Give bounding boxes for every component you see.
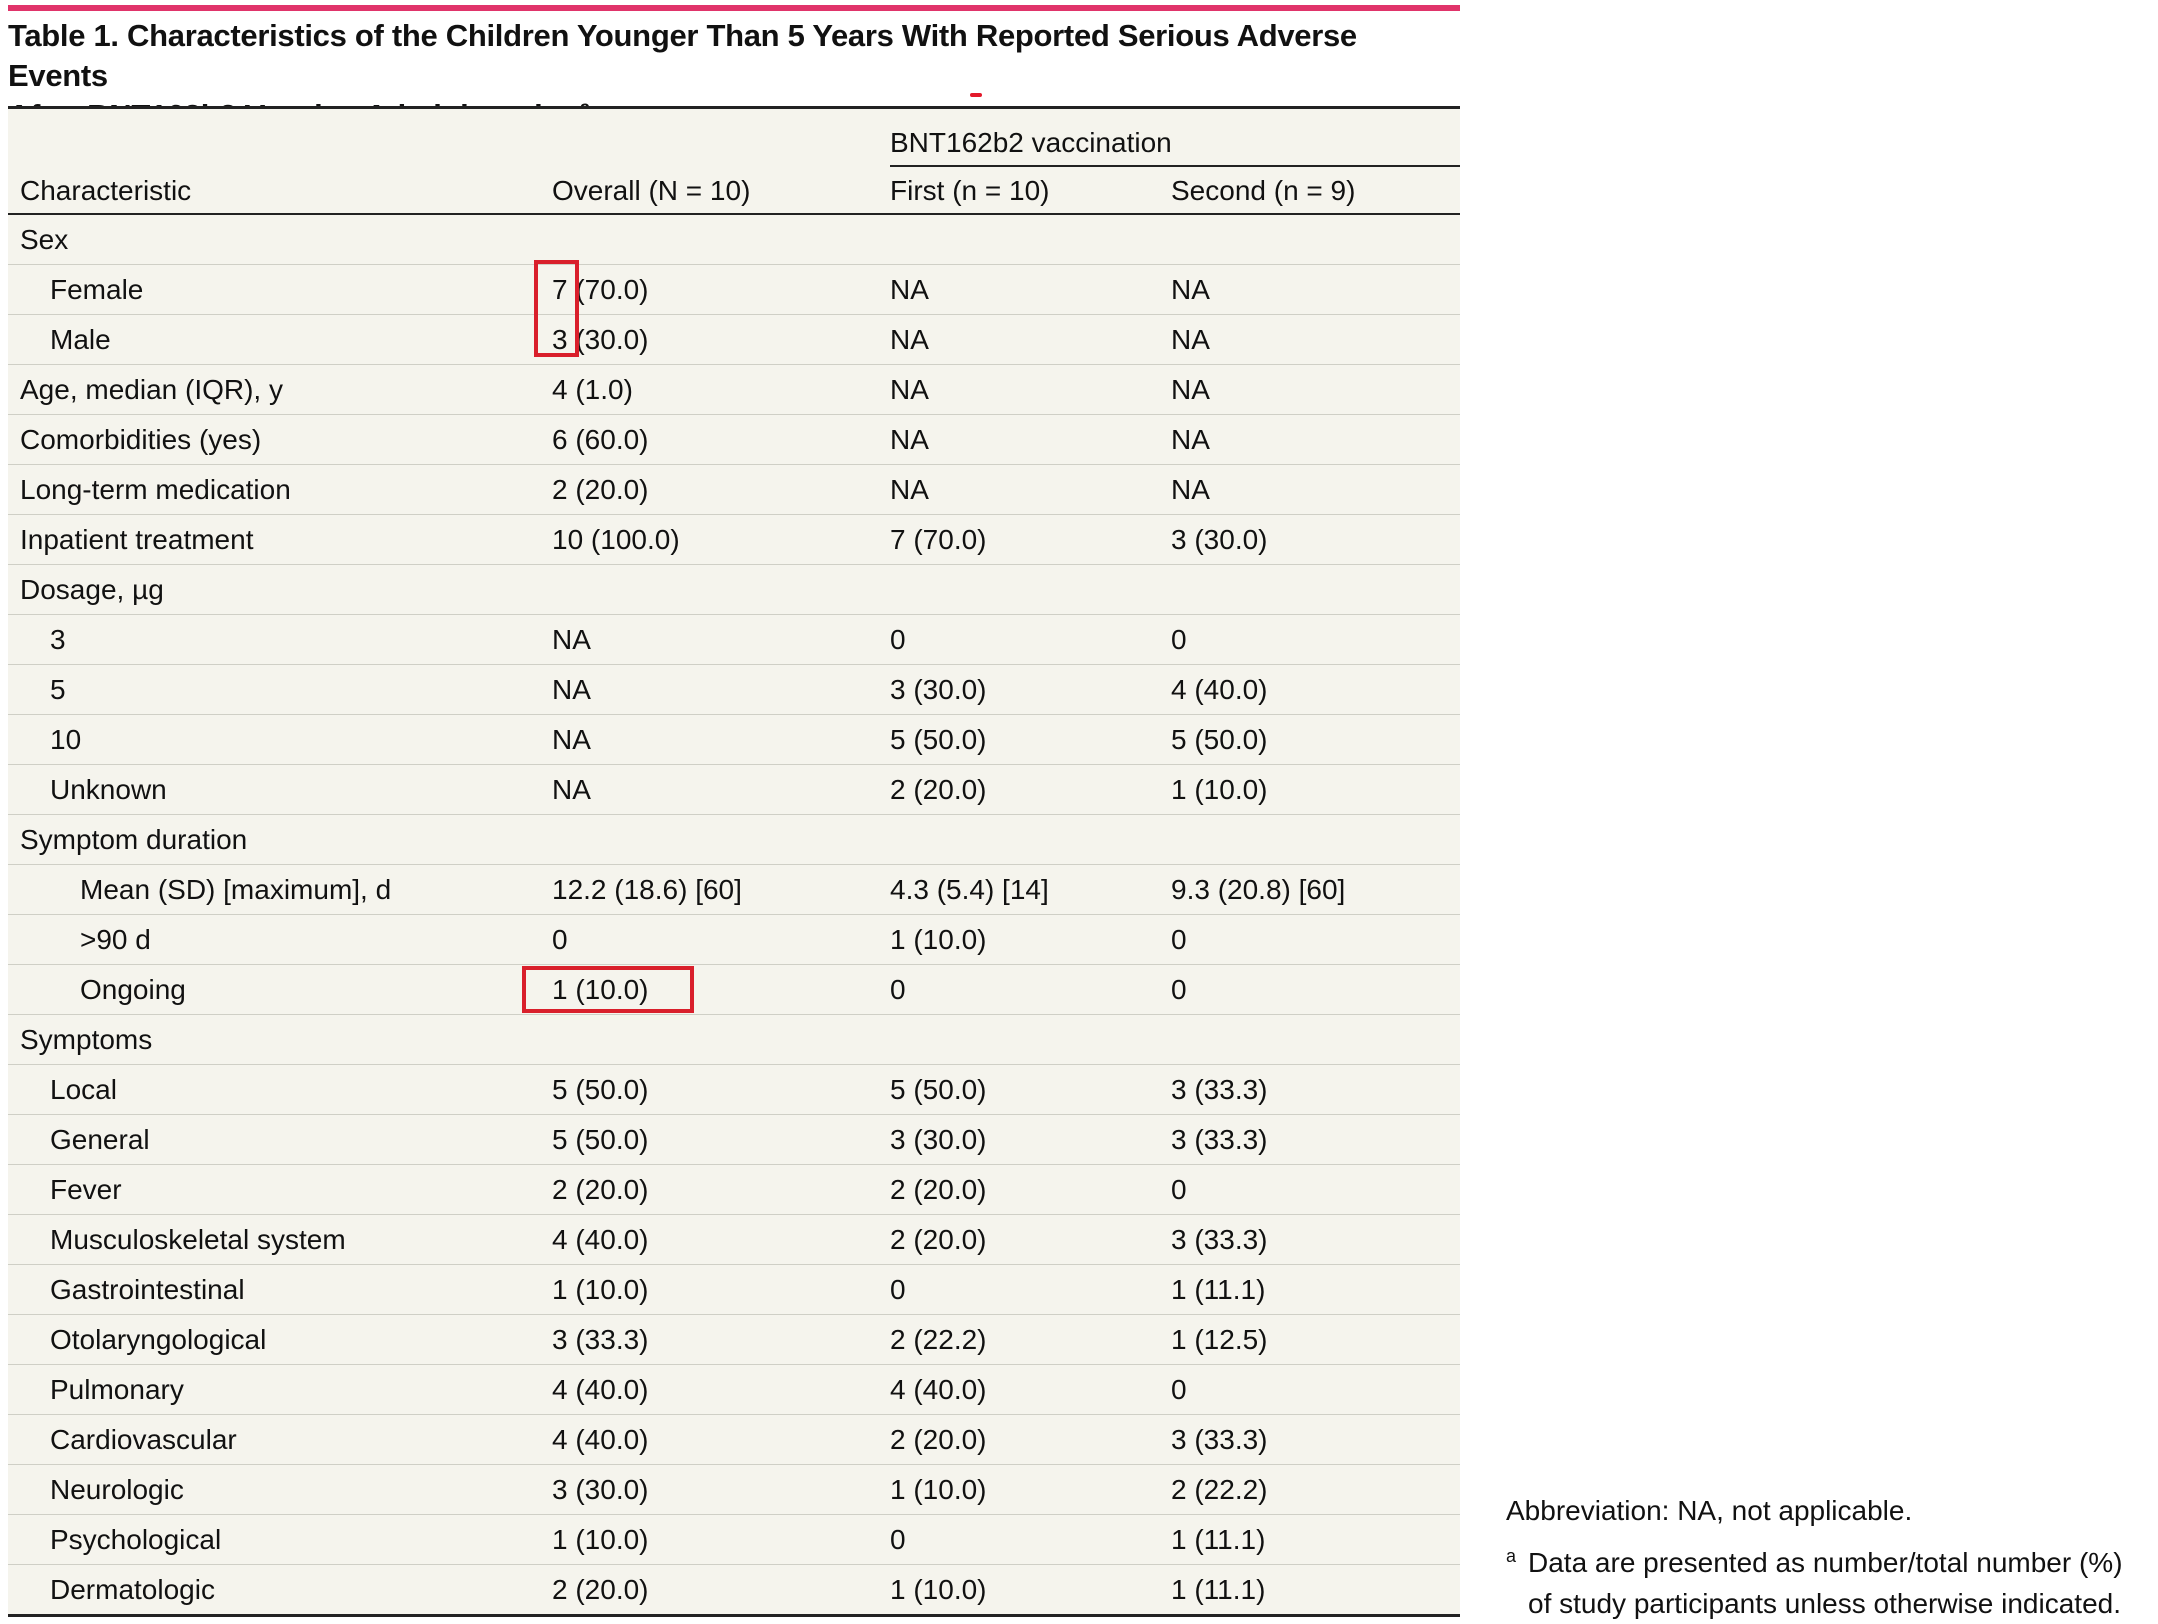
table-row bbox=[8, 1414, 1460, 1464]
table-row bbox=[8, 264, 1460, 314]
top-accent-rule bbox=[8, 5, 1460, 11]
highlight-box-sex-counts bbox=[534, 260, 579, 357]
table-row bbox=[8, 1114, 1460, 1164]
first-dose-value: 2 (20.0) bbox=[890, 1224, 987, 1255]
table-row bbox=[8, 614, 1460, 664]
second-dose-value: 3 (30.0) bbox=[1171, 524, 1268, 555]
first-dose-value: 0 bbox=[890, 624, 906, 655]
first-dose-value: 4.3 (5.4) [14] bbox=[890, 874, 1049, 905]
overall-value: 0 bbox=[552, 924, 568, 955]
table-header bbox=[8, 109, 1460, 215]
row-label: Symptom duration bbox=[20, 824, 248, 855]
overall-value: 2 (20.0) bbox=[552, 1574, 649, 1605]
row-label: 3 bbox=[50, 624, 66, 655]
row-label: Age, median (IQR), y bbox=[20, 374, 283, 405]
second-dose-value: 0 bbox=[1171, 924, 1187, 955]
table-row bbox=[8, 964, 1460, 1014]
row-label: Pulmonary bbox=[50, 1374, 184, 1405]
table-row bbox=[8, 464, 1460, 514]
footnote-mark: a bbox=[1506, 1546, 1517, 1566]
table-body bbox=[8, 215, 1460, 1614]
overall-value: 7 (70.0) bbox=[552, 274, 649, 305]
first-dose-value: 2 (20.0) bbox=[890, 1174, 987, 1205]
second-dose-value: 0 bbox=[1171, 624, 1187, 655]
overall-value: 1 (10.0) bbox=[552, 974, 649, 1005]
table-row bbox=[8, 1464, 1460, 1514]
second-dose-value: 1 (12.5) bbox=[1171, 1324, 1268, 1355]
overall-value: 2 (20.0) bbox=[552, 474, 649, 505]
column-header-characteristic: Characteristic bbox=[20, 175, 192, 206]
row-label: Long-term medication bbox=[20, 474, 291, 505]
table-row bbox=[8, 215, 1460, 264]
row-label: Mean (SD) [maximum], d bbox=[80, 874, 392, 905]
first-dose-value: 0 bbox=[890, 1524, 906, 1555]
overall-value: 3 (30.0) bbox=[552, 1474, 649, 1505]
first-dose-value: 1 (10.0) bbox=[890, 1574, 987, 1605]
footnote-a bbox=[1506, 1542, 2146, 1624]
first-dose-value: NA bbox=[890, 474, 929, 505]
second-dose-value: 3 (33.3) bbox=[1171, 1074, 1268, 1105]
overall-value: NA bbox=[552, 774, 591, 805]
overall-value: 12.2 (18.6) [60] bbox=[552, 874, 742, 905]
row-label: Comorbidities (yes) bbox=[20, 424, 262, 455]
first-dose-value: 3 (30.0) bbox=[890, 674, 987, 705]
first-dose-value: 0 bbox=[890, 1274, 906, 1305]
overall-value: 5 (50.0) bbox=[552, 1074, 649, 1105]
abbreviation-note: Abbreviation: NA, not applicable. bbox=[1506, 1495, 1913, 1526]
row-label: Female bbox=[50, 274, 144, 305]
table-row bbox=[8, 564, 1460, 614]
table-row bbox=[8, 514, 1460, 564]
second-dose-value: 9.3 (20.8) [60] bbox=[1171, 874, 1346, 905]
overall-value: 3 (30.0) bbox=[552, 324, 649, 355]
overall-value: NA bbox=[552, 624, 591, 655]
first-dose-value: 0 bbox=[890, 974, 906, 1005]
row-label: Dermatologic bbox=[50, 1574, 215, 1605]
row-label: Inpatient treatment bbox=[20, 524, 254, 555]
second-dose-value: NA bbox=[1171, 424, 1210, 455]
overall-value: 2 (20.0) bbox=[552, 1174, 649, 1205]
row-label: Dosage, µg bbox=[20, 574, 164, 605]
table-row bbox=[8, 664, 1460, 714]
row-label: Local bbox=[50, 1074, 117, 1105]
overall-value: NA bbox=[552, 724, 591, 755]
table-row bbox=[8, 1264, 1460, 1314]
first-dose-value: NA bbox=[890, 374, 929, 405]
title-highlighted-phrase: Reported Serious Adverse Events bbox=[8, 18, 1357, 93]
row-label: >90 d bbox=[80, 924, 151, 955]
first-dose-value: 1 (10.0) bbox=[890, 924, 987, 955]
second-dose-value: 0 bbox=[1171, 1174, 1187, 1205]
characteristics-table bbox=[8, 106, 1460, 1617]
table-row bbox=[8, 1314, 1460, 1364]
second-dose-value: 4 (40.0) bbox=[1171, 674, 1268, 705]
table-row bbox=[8, 1014, 1460, 1064]
table-row bbox=[8, 364, 1460, 414]
row-label: Male bbox=[50, 324, 111, 355]
second-dose-value: 0 bbox=[1171, 1374, 1187, 1405]
second-dose-value: 3 (33.3) bbox=[1171, 1424, 1268, 1455]
overall-value: 4 (40.0) bbox=[552, 1424, 649, 1455]
first-dose-value: NA bbox=[890, 324, 929, 355]
table-row bbox=[8, 314, 1460, 364]
first-dose-value: NA bbox=[890, 274, 929, 305]
table-row bbox=[8, 414, 1460, 464]
table-row bbox=[8, 1214, 1460, 1264]
table-row bbox=[8, 1564, 1460, 1614]
overall-value: 1 (10.0) bbox=[552, 1524, 649, 1555]
row-label: 10 bbox=[50, 724, 82, 755]
overall-value: 4 (1.0) bbox=[552, 374, 633, 405]
first-dose-value: 4 (40.0) bbox=[890, 1374, 987, 1405]
row-label: Cardiovascular bbox=[50, 1424, 237, 1455]
table-row bbox=[8, 914, 1460, 964]
second-dose-value: NA bbox=[1171, 374, 1210, 405]
second-dose-value: 5 (50.0) bbox=[1171, 724, 1268, 755]
footnote-text: Data are presented as number/total number (%) of study participants unless otherwise indicated. bbox=[1528, 1547, 2123, 1619]
first-dose-value: 2 (20.0) bbox=[890, 1424, 987, 1455]
table-row bbox=[8, 814, 1460, 864]
first-dose-value: 3 (30.0) bbox=[890, 1124, 987, 1155]
second-dose-value: 3 (33.3) bbox=[1171, 1224, 1268, 1255]
table-row bbox=[8, 864, 1460, 914]
overall-value: 1 (10.0) bbox=[552, 1274, 649, 1305]
table-row bbox=[8, 1364, 1460, 1414]
row-label: Psychological bbox=[50, 1524, 222, 1555]
column-header-second: Second (n = 9) bbox=[1171, 175, 1356, 206]
second-dose-value: NA bbox=[1171, 474, 1210, 505]
first-dose-value: 1 (10.0) bbox=[890, 1474, 987, 1505]
table-row bbox=[8, 1164, 1460, 1214]
second-dose-value: 2 (22.2) bbox=[1171, 1474, 1268, 1505]
overall-value: 4 (40.0) bbox=[552, 1374, 649, 1405]
row-label: General bbox=[50, 1124, 150, 1155]
first-dose-value: 2 (22.2) bbox=[890, 1324, 987, 1355]
table-row bbox=[8, 764, 1460, 814]
row-label: Gastrointestinal bbox=[50, 1274, 245, 1305]
first-dose-value: 5 (50.0) bbox=[890, 1074, 987, 1105]
second-dose-value: 1 (11.1) bbox=[1171, 1274, 1266, 1305]
second-dose-value: NA bbox=[1171, 274, 1210, 305]
overall-value: 4 (40.0) bbox=[552, 1224, 649, 1255]
first-dose-value: NA bbox=[890, 424, 929, 455]
row-label: Otolaryngological bbox=[50, 1324, 267, 1355]
first-dose-value: 7 (70.0) bbox=[890, 524, 987, 555]
overall-value: 6 (60.0) bbox=[552, 424, 649, 455]
second-dose-value: 1 (11.1) bbox=[1171, 1574, 1266, 1605]
table-notes bbox=[1506, 1490, 2146, 1624]
overall-value: 3 (33.3) bbox=[552, 1324, 649, 1355]
row-label: Sex bbox=[20, 224, 69, 255]
second-dose-value: 1 (11.1) bbox=[1171, 1524, 1266, 1555]
second-dose-value: 1 (10.0) bbox=[1171, 774, 1268, 805]
second-dose-value: 3 (33.3) bbox=[1171, 1124, 1268, 1155]
table-row bbox=[8, 714, 1460, 764]
first-dose-value: 5 (50.0) bbox=[890, 724, 987, 755]
row-label: Musculoskeletal system bbox=[50, 1224, 346, 1255]
column-header-first: First (n = 10) bbox=[890, 175, 1050, 206]
row-label: 5 bbox=[50, 674, 66, 705]
overall-value: NA bbox=[552, 674, 591, 705]
row-label: Fever bbox=[50, 1174, 122, 1205]
second-dose-value: NA bbox=[1171, 324, 1210, 355]
column-header-overall: Overall (N = 10) bbox=[552, 175, 751, 206]
row-label: Ongoing bbox=[80, 974, 186, 1005]
overall-value: 10 (100.0) bbox=[552, 524, 680, 555]
row-label: Unknown bbox=[50, 774, 167, 805]
row-label: Neurologic bbox=[50, 1474, 184, 1505]
first-dose-value: 2 (20.0) bbox=[890, 774, 987, 805]
column-group-heading: BNT162b2 vaccination bbox=[890, 127, 1460, 167]
highlight-box-ongoing-overall bbox=[522, 966, 694, 1013]
overall-value: 5 (50.0) bbox=[552, 1124, 649, 1155]
table-row bbox=[8, 1064, 1460, 1114]
title-part-1: Table 1. Characteristics of the Children Younger Than 5 Years With bbox=[8, 18, 976, 53]
row-label: Symptoms bbox=[20, 1024, 153, 1055]
second-dose-value: 0 bbox=[1171, 974, 1187, 1005]
table-row bbox=[8, 1514, 1460, 1564]
